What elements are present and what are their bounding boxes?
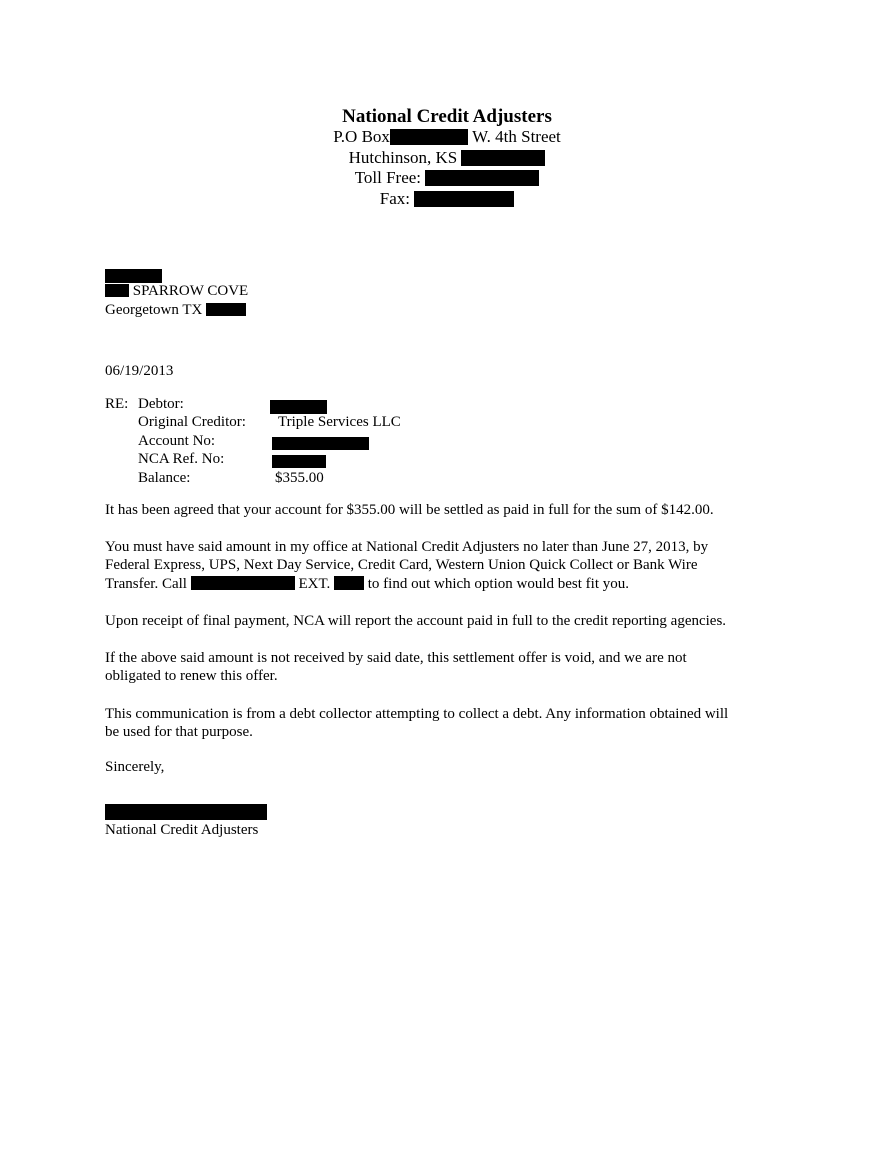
toll-free-label: Toll Free: — [354, 168, 422, 187]
redaction-bar — [390, 129, 468, 145]
signature-org: National Credit Adjusters — [105, 822, 259, 838]
nca-ref-redaction — [272, 452, 326, 470]
salutation: Sincerely, — [105, 759, 165, 775]
paragraph-line: You must have said amount in my office at National Credit Adjusters no later than June 27, 2013, by — [105, 539, 709, 555]
redaction-bar — [272, 455, 326, 468]
redaction-bar — [272, 437, 369, 450]
account-no-label: Account No: — [138, 433, 216, 449]
redaction-bar — [414, 191, 514, 207]
recipient-city-text: Georgetown TX — [105, 302, 203, 318]
city-state-text: Hutchinson, KS — [348, 147, 458, 167]
paragraph-void-offer — [105, 649, 795, 686]
fax-label: Fax: — [379, 188, 410, 208]
account-no-redaction — [272, 434, 369, 452]
redaction-bar — [105, 269, 162, 283]
fax-line — [0, 189, 894, 210]
nca-ref-label: NCA Ref. No: — [138, 451, 225, 467]
paragraph-line: obligated to renew this offer. — [105, 668, 278, 685]
letterhead — [0, 106, 894, 209]
po-box-label: P.O Box — [333, 127, 390, 146]
company-name: National Credit Adjusters — [342, 106, 552, 127]
paragraph-line: This communication is from a debt collector attempting to collect a debt. Any information obtained will — [105, 706, 729, 722]
redaction-bar — [334, 576, 364, 590]
option-text: to find out which option would best fit you. — [367, 575, 629, 592]
re-label: RE: — [105, 396, 129, 412]
paragraph-line: If the above said amount is not received by said date, this settlement offer is void, and we are not — [105, 650, 687, 666]
redaction-bar — [105, 804, 267, 820]
paragraph-reporting — [105, 612, 795, 630]
redaction-bar — [425, 170, 539, 186]
recipient-street — [105, 282, 248, 300]
redaction-bar — [206, 303, 246, 316]
po-box-line — [0, 127, 894, 148]
street-text: W. 4th Street — [472, 127, 561, 146]
recipient-street-text: SPARROW COVE — [132, 283, 249, 299]
redaction-bar — [461, 150, 545, 166]
debtor-label: Debtor: — [138, 396, 184, 412]
redaction-bar — [270, 400, 327, 414]
redaction-bar — [105, 284, 129, 297]
paragraph-line — [105, 575, 795, 593]
city-line — [0, 148, 894, 169]
paragraph-line: be used for that purpose. — [105, 724, 253, 741]
original-creditor-label: Original Creditor: — [138, 414, 246, 430]
letter-date: 06/19/2013 — [105, 363, 174, 379]
toll-free-line — [0, 168, 894, 189]
transfer-call-text: Transfer. Call — [105, 575, 187, 592]
signature-redaction — [105, 802, 267, 820]
paragraph-line: Upon receipt of final payment, NCA will report the account paid in full to the credit reporting agencies. — [105, 613, 727, 629]
paragraph-payment-deadline — [105, 538, 795, 593]
paragraph-debt-collector-notice — [105, 705, 795, 742]
balance-value: $355.00 — [275, 470, 324, 486]
redaction-bar — [191, 576, 295, 590]
balance-label: Balance: — [138, 470, 191, 486]
paragraph-line: Federal Express, UPS, Next Day Service, Credit Card, Western Union Quick Collect or Bank Wire — [105, 557, 698, 574]
paragraph-settlement — [105, 501, 795, 519]
paragraph-line: It has been agreed that your account for $355.00 will be settled as paid in full for the sum of $142.00. — [105, 502, 714, 518]
ext-text: EXT. — [298, 575, 331, 592]
original-creditor-value: Triple Services LLC — [278, 414, 401, 430]
recipient-city — [105, 301, 246, 319]
